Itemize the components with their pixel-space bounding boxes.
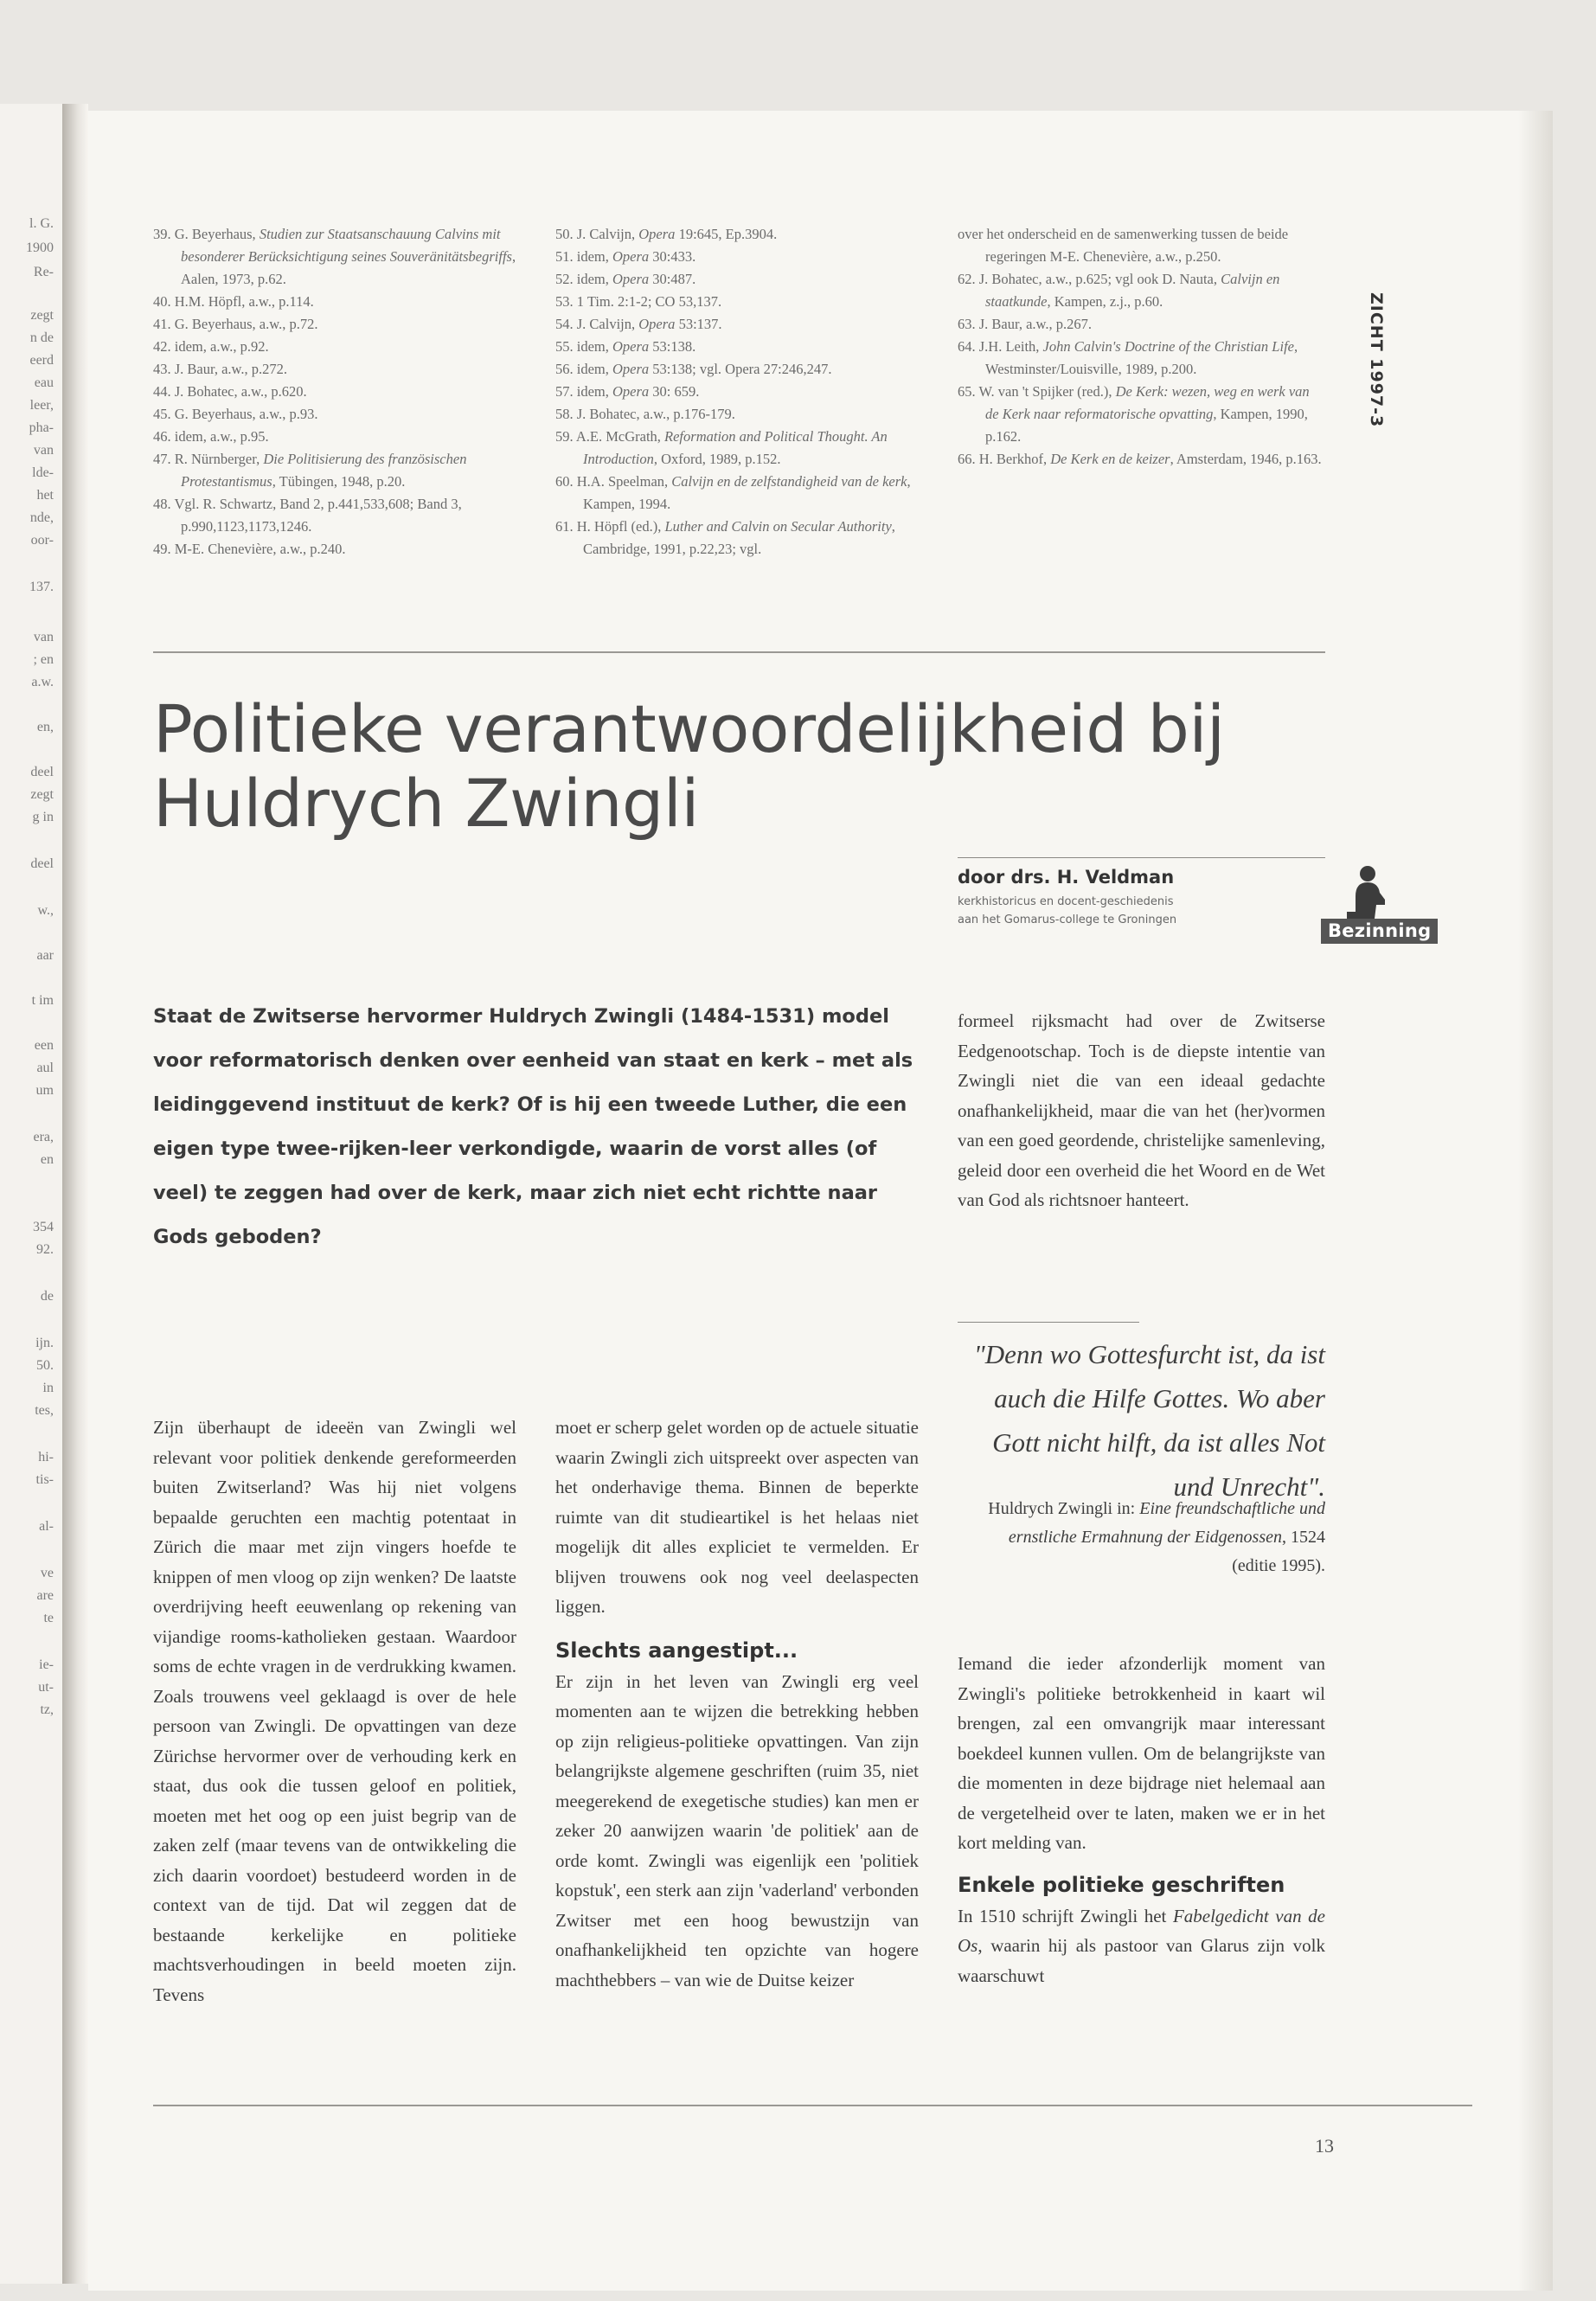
facing-page-fragment: tis- (35, 1472, 54, 1487)
footnote: 64. J.H. Leith, John Calvin's Doctrine of the Christian Life, Westminster/Louisville, 1989, p.200. (958, 338, 1298, 377)
body-paragraph: Er zijn in het leven van Zwingli erg veel momenten aan te wijzen die betrekking hebben op zijn religieus-politieke opvattingen. Van zijn belangrijkste algemene geschriften (ruim 35, niet meegerekend de exegetische studies) kan men er zeker 20 aanwijzen waarin 'de politiek' aan de orde komt. Zwingli was eigenlijk een 'politiek kopstuk', een sterk aan zijn 'vaderland' verbonden Zwitser met een hoog bewustzijn van onafhankelijkheid ten opzichte van hogere machthebbers – van wie de Duitse keizer (555, 1670, 919, 1990)
footnote: 61. H. Höpfl (ed.), Luther and Calvin on Secular Authority, Cambridge, 1991, p.22,23; vgl. (555, 518, 895, 557)
facing-page-fragment: lde- (32, 465, 54, 480)
paragraph-text: , waarin hij als pastoor van Glarus zijn volk waarschuwt (958, 1935, 1325, 1986)
facing-page-fragment: a.w. (31, 675, 54, 689)
footnote: 44. J. Bohatec, a.w., p.620. (153, 383, 307, 400)
facing-page-fragment: pha- (29, 420, 54, 435)
facing-page-fragment: aar (36, 948, 54, 963)
footnote: 42. idem, a.w., p.92. (153, 338, 269, 355)
facing-page-fragment: leer, (29, 398, 54, 413)
page-binding (62, 104, 88, 2284)
title-line-1: Politieke verantwoordelijkheid bij (153, 690, 1225, 767)
quote-source-title: Eine freundschaftliche und ernstliche Ermahnung der Eidgenossen (1008, 1499, 1325, 1547)
facing-page-fragment: aul (36, 1061, 54, 1075)
footnote: 63. J. Baur, a.w., p.267. (958, 316, 1093, 332)
article-title (153, 692, 1278, 841)
facing-page-fragment: van (33, 443, 54, 458)
body-paragraph: moet er scherp gelet worden op de actuele situatie waarin Zwingli zich uitspreekt over aspecten van het onderhavige thema. Binnen de beperkte ruimte van dit studieartikel is het helaas niet mogelijk dit alles expliciet te vermelden. Er blijven trouwens ook nog veel deelaspecten liggen. (555, 1417, 919, 1617)
section-heading: Enkele politieke geschriften (958, 1872, 1285, 1897)
quote-source (971, 1495, 1325, 1580)
footnotes-column-1 (153, 223, 516, 561)
facing-page-fragment: en (40, 1152, 54, 1167)
pull-quote: "Denn wo Gottesfurcht ist, da ist auch die Hilfe Gottes. Wo aber Gott nicht hilft, da ist alles Not und Unrecht". (973, 1339, 1325, 1502)
footnote: 50. J. Calvijn, Opera 19:645, Ep.3904. (555, 226, 778, 242)
byline-rule (958, 857, 1325, 858)
page-shadow (1518, 111, 1553, 2291)
magazine-page (88, 111, 1553, 2291)
footnote: 48. Vgl. R. Schwartz, Band 2, p.441,533,608; Band 3, p.990,1123,1173,1246. (153, 496, 462, 535)
footnote: 57. idem, Opera 30: 659. (555, 383, 700, 400)
facing-page-fragment: l. G. (29, 216, 54, 231)
facing-page-fragment: 137. (29, 580, 54, 594)
footnotes-column-3 (958, 223, 1325, 471)
facing-page-fragment: van (33, 630, 54, 644)
facing-page-fragment: een (34, 1038, 54, 1053)
facing-page-fragment: het (36, 488, 54, 503)
facing-page-fragment: zegt (30, 308, 54, 323)
footnote: 41. G. Beyerhaus, a.w., p.72. (153, 316, 318, 332)
section-heading: Slechts aangestipt... (555, 1638, 798, 1663)
footnote: 55. idem, Opera 53:138. (555, 338, 696, 355)
facing-page-fragment: eerd (29, 353, 54, 368)
facing-page-fragment: eau (34, 375, 54, 390)
body-column-1 (153, 1413, 516, 2009)
facing-page-fragment: g in (32, 810, 54, 824)
rubric-label: Bezinning (1321, 919, 1438, 944)
body-paragraph (958, 1901, 1325, 1991)
footnote: 53. 1 Tim. 2:1-2; CO 53,137. (555, 293, 722, 310)
facing-page-fragment: um (35, 1083, 54, 1098)
body-paragraph: Zijn überhaupt de ideeën van Zwingli wel relevant voor politiek denkende gereformeerden buiten Zwitserland? Was hij niet volgens bepaalde geruchten een machtig potentaat in Zürich die maar met zijn vingers hoefde te knippen of men vloog op zijn wenken? De laatste overdrijving heeft eeuwenlang op rekening van vijandige rooms-katholieken gestaan. Waardoor soms de echte vragen in de verdrukking kwamen. Zoals trouwens veel geklaagd is over de hele persoon van Zwingli. De opvattingen van deze Zürichse hervormer over de verhouding kerk en staat, dus ook die tussen geloof en politiek, moeten met het oog op een juist begrip van de zaken zelf (maar tevens van de ontwikkeling die zich daarin voordoet) bestudeerd worden in de context van de tijd. Dat wil zeggen dat de bestaande kerkelijke en politieke machtsverhoudingen in beeld moeten zijn. Tevens (153, 1417, 516, 2005)
footnote: 40. H.M. Höpfl, a.w., p.114. (153, 293, 314, 310)
footnote: 49. M-E. Chenevière, a.w., p.240. (153, 541, 346, 557)
page-number: 13 (1315, 2135, 1334, 2157)
body-column-3-bottom (958, 1649, 1325, 1990)
footnote: 58. J. Bohatec, a.w., p.176-179. (555, 406, 735, 422)
facing-page-fragment: era, (33, 1130, 54, 1144)
body-column-3-top (958, 1006, 1325, 1215)
facing-page-fragment: ve (40, 1566, 54, 1580)
facing-page-fragment: tz, (40, 1702, 54, 1717)
facing-page-fragment: nde, (29, 510, 54, 525)
byline (958, 867, 1330, 929)
paragraph-title: Fabelgedicht van de Os (958, 1905, 1325, 1956)
footnote: over het onderscheid en de samenwerking tussen de beide regeringen M-E. Chenevière, a.w., p.250. (958, 226, 1289, 265)
facing-page-fragment: ie- (39, 1657, 54, 1672)
quote-source-text: Huldrych Zwingli in: (988, 1499, 1140, 1518)
quote-source-date: , 1524 (editie 1995). (1232, 1528, 1325, 1575)
footnotes-column-2 (555, 223, 919, 561)
facing-page-fragment: ut- (38, 1680, 54, 1695)
footnote: 62. J. Bohatec, a.w., p.625; vgl ook D. Nauta, Calvijn en staatkunde, Kampen, z.j., p.60. (958, 271, 1280, 310)
quote-rule (958, 1322, 1139, 1323)
body-column-2 (555, 1413, 919, 1995)
bottom-rule (153, 2105, 1472, 2106)
facing-page-fragment: zegt (30, 787, 54, 802)
journal-side-label: ZICHT 1997-3 (1367, 292, 1386, 428)
title-line-2: Huldrych Zwingli (153, 765, 699, 842)
footnote: 46. idem, a.w., p.95. (153, 428, 269, 445)
footnote: 45. G. Beyerhaus, a.w., p.93. (153, 406, 318, 422)
facing-page-fragment: ijn. (35, 1336, 54, 1350)
facing-page-fragment: t im (31, 993, 54, 1008)
article-intro: Staat de Zwitserse hervormer Huldrych Zwingli (1484-1531) model voor reformatorisch denken over eenheid van staat en kerk – met als leidinggevend instituut de kerk? Of is hij een tweede Luther, die een eigen type twee-rijken-leer verkondigde, waarin de vorst alles (of veel) te zeggen had over de kerk, maar zich niet echt richtte naar Gods geboden? (153, 1005, 913, 1248)
facing-page-fragment: n de (29, 330, 54, 345)
facing-page-fragment: Re- (33, 265, 54, 279)
footnote: 47. R. Nürnberger, Die Politisierung des französischen Protestantismus, Tübingen, 1948, p.20. (153, 451, 467, 490)
facing-page-fragment: en, (36, 720, 54, 734)
footnote: 56. idem, Opera 53:138; vgl. Opera 27:246,247. (555, 361, 832, 377)
facing-page-fragment: deel (30, 765, 54, 779)
paragraph-text: In 1510 schrijft Zwingli het (958, 1905, 1173, 1926)
body-paragraph: Iemand die ieder afzonderlijk moment van Zwingli's politieke betrokkenheid in kaart wil brengen, zal een omvangrijk maar interessant boekdeel kunnen vullen. Om de belangrijkste van die momenten in deze bijdrage niet helemaal aan de vergetelheid over te laten, maken we er in het kort melding van. (958, 1653, 1325, 1853)
footnote: 39. G. Beyerhaus, Studien zur Staatsanschauung Calvins mit besonderer Berücksichtigung seines Souveränitätsbegriffs, Aalen, 1973, p.62. (153, 226, 516, 287)
facing-page-fragment: 50. (36, 1358, 54, 1373)
facing-page-fragment: 1900 (26, 240, 54, 255)
facing-page-fragment: hi- (38, 1450, 54, 1465)
facing-page-fragment: in (42, 1381, 54, 1395)
author-name: door drs. H. Veldman (958, 867, 1175, 888)
thinker-icon (1347, 865, 1390, 919)
body-paragraph: formeel rijksmacht had over de Zwitserse Eedgenootschap. Toch is de diepste intentie van Zwingli niet die van een ideaal gedachte onafhankelijkheid, maar die van het (her)vormen van een goed geordende, christelijke samenleving, geleid door een overheid die het Woord en de Wet van God als richtsnoer hanteert. (958, 1010, 1325, 1210)
facing-page-fragment: al- (39, 1519, 54, 1534)
facing-page-fragment: deel (30, 856, 54, 871)
facing-page-fragment: ; en (33, 652, 54, 667)
footnote: 66. H. Berkhof, De Kerk en de keizer, Amsterdam, 1946, p.163. (958, 451, 1322, 467)
author-description: kerkhistoricus en docent-geschiedenis aan het Gomarus-college te Groningen (958, 895, 1177, 926)
footnote: 54. J. Calvijn, Opera 53:137. (555, 316, 722, 332)
facing-page-fragment: w., (37, 903, 54, 918)
top-rule (153, 651, 1325, 653)
facing-page-fragment: 354 (33, 1220, 54, 1234)
facing-page-fragment: 92. (36, 1242, 54, 1257)
footnote: 59. A.E. McGrath, Reformation and Political Thought. An Introduction, Oxford, 1989, p.152. (555, 428, 888, 467)
facing-page-fragment: oor- (30, 533, 54, 548)
facing-page-fragment: are (36, 1588, 54, 1603)
footnote: 51. idem, Opera 30:433. (555, 248, 696, 265)
footnote: 60. H.A. Speelman, Calvijn en de zelfstandigheid van de kerk, Kampen, 1994. (555, 473, 911, 512)
footnote: 43. J. Baur, a.w., p.272. (153, 361, 288, 377)
footnote: 52. idem, Opera 30:487. (555, 271, 696, 287)
facing-page-fragment: tes, (35, 1403, 54, 1418)
facing-page-edge (0, 104, 64, 2284)
facing-page-fragment: de (40, 1289, 54, 1304)
facing-page-fragment: te (43, 1611, 54, 1625)
footnote: 65. W. van 't Spijker (red.), De Kerk: wezen, weg en werk van de Kerk naar reformatorische opvatting, Kampen, 1990, p.162. (958, 383, 1310, 445)
